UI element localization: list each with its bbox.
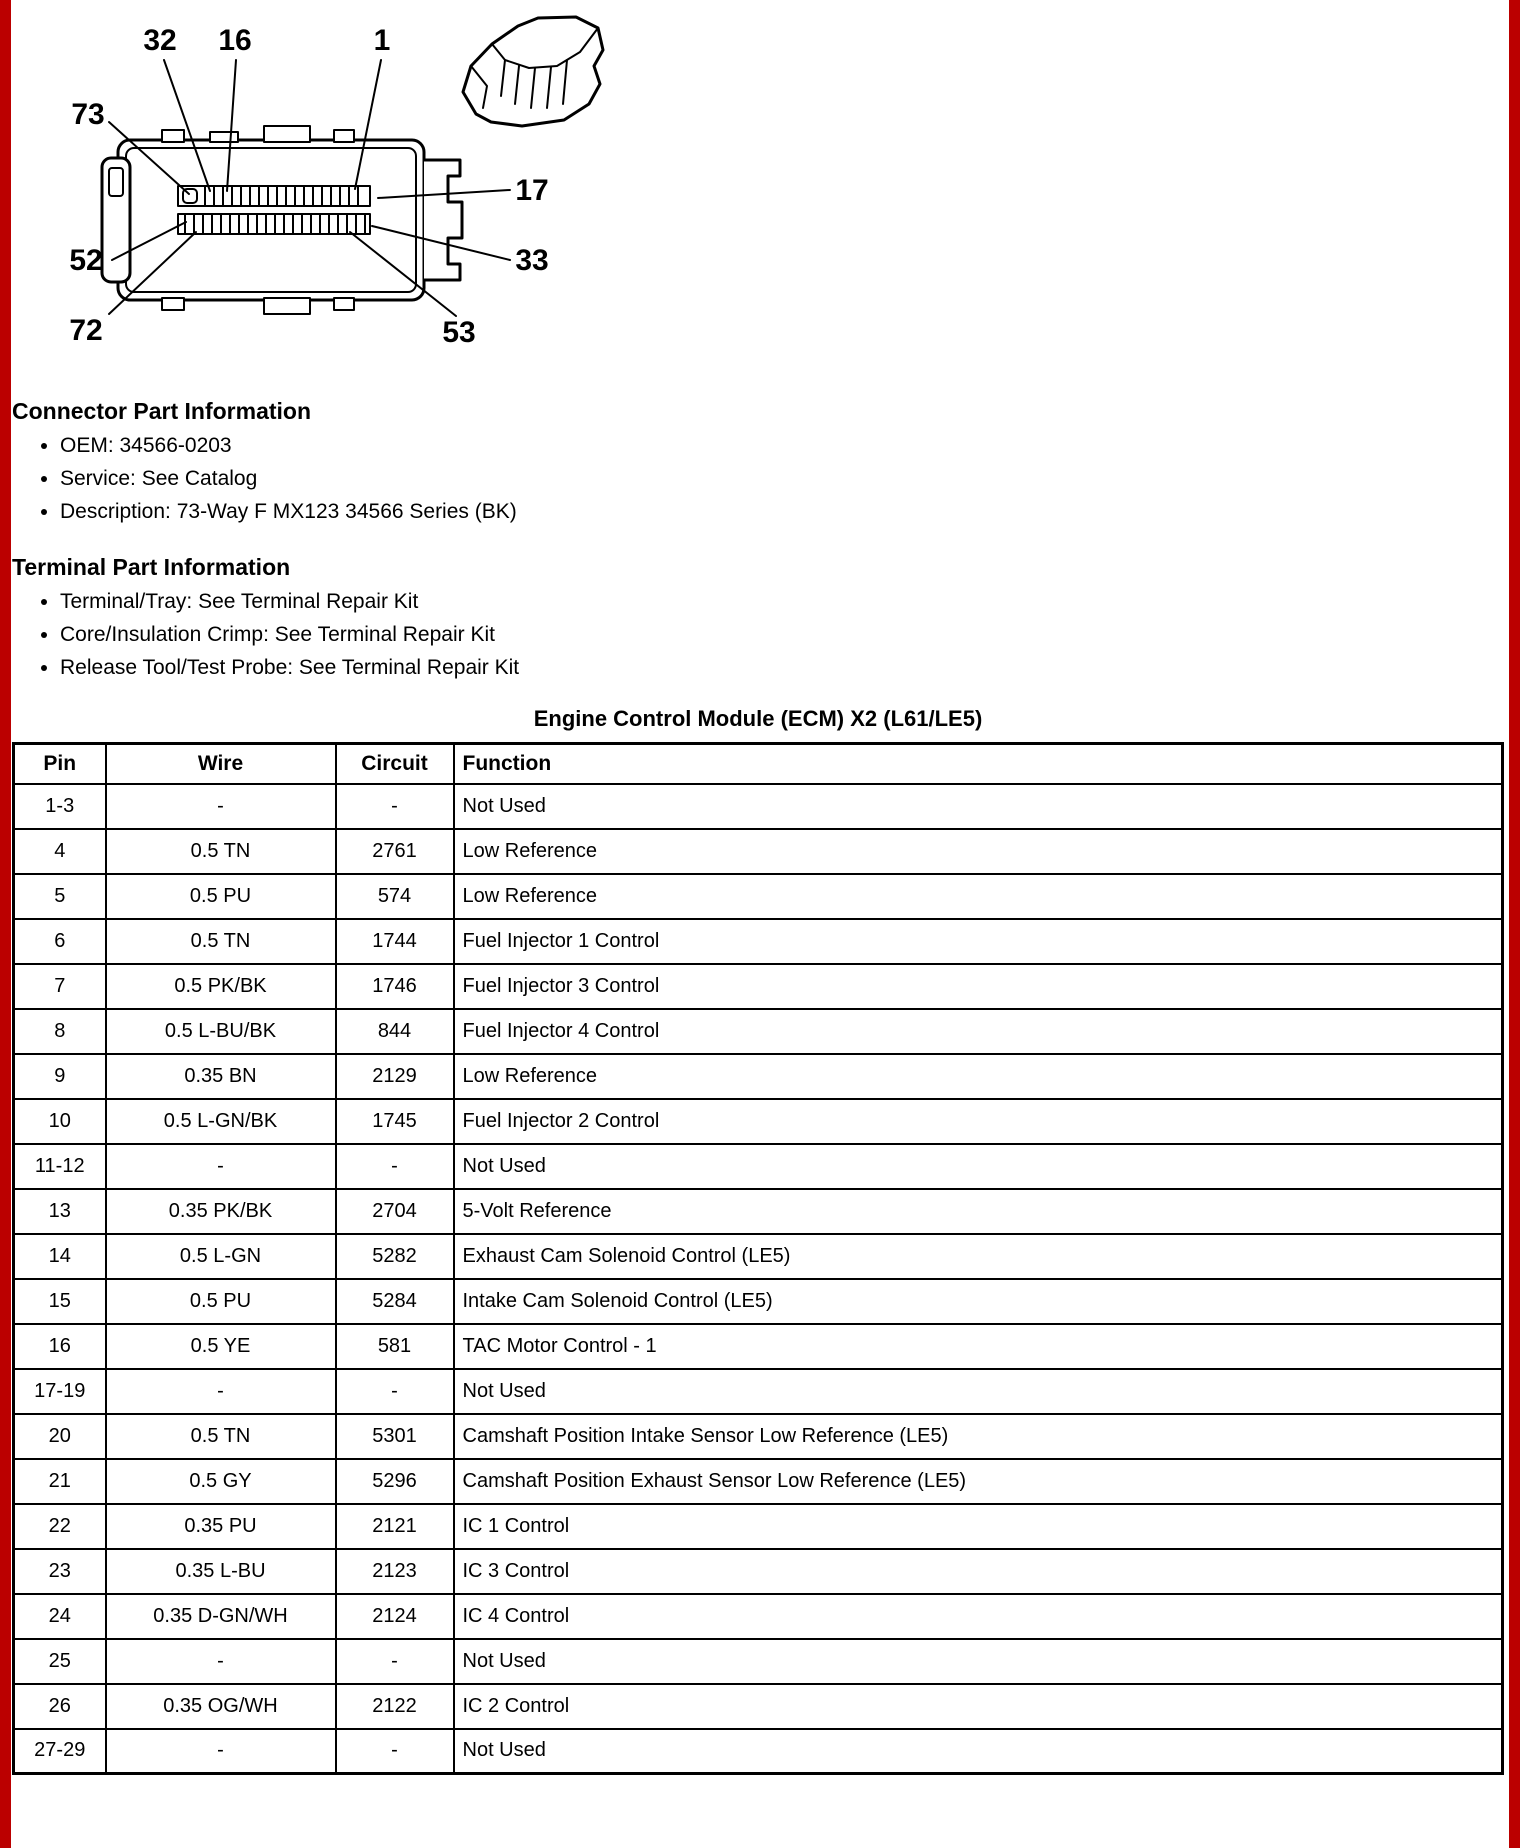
table-cell: TAC Motor Control - 1 — [454, 1324, 1503, 1369]
table-cell: 11-12 — [14, 1144, 106, 1189]
table-cell: Fuel Injector 1 Control — [454, 919, 1503, 964]
table-cell: Camshaft Position Intake Sensor Low Reference (LE5) — [454, 1414, 1503, 1459]
table-cell: 15 — [14, 1279, 106, 1324]
callout-53: 53 — [442, 316, 476, 349]
table-cell: 22 — [14, 1504, 106, 1549]
table-cell: IC 2 Control — [454, 1684, 1503, 1729]
table-row — [14, 1279, 1503, 1324]
table-cell: 5-Volt Reference — [454, 1189, 1503, 1234]
table-cell: 2704 — [336, 1189, 454, 1234]
bullet-item: • Service: See Catalog — [60, 466, 1504, 491]
table-cell: 5282 — [336, 1234, 454, 1279]
pinout-table — [12, 742, 1504, 1775]
table-cell: Fuel Injector 4 Control — [454, 1009, 1503, 1054]
table-cell: 14 — [14, 1234, 106, 1279]
column-header-circuit: Circuit — [336, 744, 454, 784]
table-cell: Not Used — [454, 1639, 1503, 1684]
terminal-part-info-section — [12, 554, 1504, 680]
table-cell: 0.35 PK/BK — [106, 1189, 336, 1234]
terminal-part-info-heading: Terminal Part Information — [12, 554, 291, 580]
table-row — [14, 1684, 1503, 1729]
callout-1: 1 — [373, 24, 391, 57]
table-row — [14, 919, 1503, 964]
table-cell: 574 — [336, 874, 454, 919]
table-cell: Low Reference — [454, 829, 1503, 874]
table-cell: 0.35 D-GN/WH — [106, 1594, 336, 1639]
table-cell: 5296 — [336, 1459, 454, 1504]
table-cell: 5284 — [336, 1279, 454, 1324]
table-cell: - — [336, 1144, 454, 1189]
connector-part-info-heading: Connector Part Information — [12, 398, 312, 424]
table-cell: 0.35 BN — [106, 1054, 336, 1099]
callout-32: 32 — [143, 24, 177, 57]
callout-52: 52 — [69, 244, 103, 277]
table-cell: 581 — [336, 1324, 454, 1369]
table-cell: Not Used — [454, 1729, 1503, 1774]
table-cell: Not Used — [454, 1144, 1503, 1189]
table-cell: - — [336, 1729, 454, 1774]
table-row — [14, 1549, 1503, 1594]
table-cell: - — [336, 784, 454, 829]
table-cell: 0.35 PU — [106, 1504, 336, 1549]
column-header-function: Function — [454, 744, 1503, 784]
bullet-item: • Release Tool/Test Probe: See Terminal Repair Kit — [60, 655, 1504, 680]
table-cell: 0.5 YE — [106, 1324, 336, 1369]
table-cell: 0.35 OG/WH — [106, 1684, 336, 1729]
table-cell: Low Reference — [454, 1054, 1503, 1099]
table-cell: Intake Cam Solenoid Control (LE5) — [454, 1279, 1503, 1324]
table-cell: - — [106, 1144, 336, 1189]
bullet-item: • Core/Insulation Crimp: See Terminal Repair Kit — [60, 622, 1504, 647]
table-cell: Fuel Injector 2 Control — [454, 1099, 1503, 1144]
table-cell: 5301 — [336, 1414, 454, 1459]
table-cell: 0.5 L-GN — [106, 1234, 336, 1279]
table-row — [14, 1099, 1503, 1144]
table-cell: 0.5 TN — [106, 829, 336, 874]
table-cell: - — [336, 1369, 454, 1414]
table-cell: 4 — [14, 829, 106, 874]
connector-diagram — [14, 8, 654, 368]
connector-body — [102, 126, 462, 314]
table-cell: Camshaft Position Exhaust Sensor Low Reference (LE5) — [454, 1459, 1503, 1504]
table-row — [14, 1324, 1503, 1369]
table-cell: - — [336, 1639, 454, 1684]
table-row — [14, 1639, 1503, 1684]
table-cell: 17-19 — [14, 1369, 106, 1414]
table-cell: 0.35 L-BU — [106, 1549, 336, 1594]
table-cell: Not Used — [454, 1369, 1503, 1414]
column-header-wire: Wire — [106, 744, 336, 784]
table-title: Engine Control Module (ECM) X2 (L61/LE5) — [533, 706, 983, 731]
table-cell: 7 — [14, 964, 106, 1009]
table-row — [14, 1594, 1503, 1639]
table-cell: - — [106, 1369, 336, 1414]
table-cell: 1-3 — [14, 784, 106, 829]
table-cell: IC 4 Control — [454, 1594, 1503, 1639]
callout-33: 33 — [515, 244, 549, 277]
table-cell: 1745 — [336, 1099, 454, 1144]
table-cell: 6 — [14, 919, 106, 964]
table-row — [14, 1459, 1503, 1504]
table-cell: 20 — [14, 1414, 106, 1459]
table-row — [14, 1009, 1503, 1054]
table-cell: 5 — [14, 874, 106, 919]
bullet-item: • Description: 73-Way F MX123 34566 Series (BK) — [60, 499, 1504, 524]
table-cell: Exhaust Cam Solenoid Control (LE5) — [454, 1234, 1503, 1279]
page-edge-bar-left — [0, 0, 11, 1848]
table-cell: - — [106, 1639, 336, 1684]
table-cell: 27-29 — [14, 1729, 106, 1774]
callout-16: 16 — [218, 24, 252, 57]
table-cell: 0.5 TN — [106, 1414, 336, 1459]
table-row — [14, 1504, 1503, 1549]
table-row — [14, 1054, 1503, 1099]
table-cell: 2124 — [336, 1594, 454, 1639]
table-cell: 13 — [14, 1189, 106, 1234]
table-cell: 25 — [14, 1639, 106, 1684]
table-row — [14, 1144, 1503, 1189]
table-cell: 26 — [14, 1684, 106, 1729]
callout-72: 72 — [69, 314, 103, 347]
terminal-part-info-list — [12, 589, 1504, 680]
table-cell: 2761 — [336, 829, 454, 874]
header-row — [14, 744, 1503, 784]
table-row — [14, 874, 1503, 919]
table-cell: IC 3 Control — [454, 1549, 1503, 1594]
table-cell: 0.5 PU — [106, 874, 336, 919]
bullet-item: • Terminal/Tray: See Terminal Repair Kit — [60, 589, 1504, 614]
table-cell: 0.5 PU — [106, 1279, 336, 1324]
table-row — [14, 1729, 1503, 1774]
table-cell: 0.5 TN — [106, 919, 336, 964]
table-row — [14, 1189, 1503, 1234]
bullet-item: • OEM: 34566-0203 — [60, 433, 1504, 458]
table-row — [14, 964, 1503, 1009]
table-cell: 16 — [14, 1324, 106, 1369]
table-cell: Low Reference — [454, 874, 1503, 919]
table-row — [14, 1414, 1503, 1459]
table-row — [14, 1369, 1503, 1414]
table-cell: 0.5 PK/BK — [106, 964, 336, 1009]
table-cell: 0.5 L-GN/BK — [106, 1099, 336, 1144]
terminal-lock-illustration — [463, 17, 603, 126]
table-cell: - — [106, 1729, 336, 1774]
pinout-table-body — [14, 784, 1503, 1774]
page-edge-bar-right — [1509, 0, 1520, 1848]
table-cell: 0.5 L-BU/BK — [106, 1009, 336, 1054]
table-cell: 9 — [14, 1054, 106, 1099]
callout-73: 73 — [71, 98, 105, 131]
table-cell: 2122 — [336, 1684, 454, 1729]
table-cell: 21 — [14, 1459, 106, 1504]
table-cell: Not Used — [454, 784, 1503, 829]
table-cell: 8 — [14, 1009, 106, 1054]
column-header-pin: Pin — [14, 744, 106, 784]
pinout-table-head — [14, 744, 1503, 784]
table-cell: 1744 — [336, 919, 454, 964]
table-cell: 2121 — [336, 1504, 454, 1549]
connector-part-info-section — [12, 398, 1504, 524]
table-cell: Fuel Injector 3 Control — [454, 964, 1503, 1009]
table-cell: 1746 — [336, 964, 454, 1009]
table-cell: - — [106, 784, 336, 829]
callout-17: 17 — [515, 174, 549, 207]
table-cell: 0.5 GY — [106, 1459, 336, 1504]
connector-part-info-list — [12, 433, 1504, 524]
table-cell: IC 1 Control — [454, 1504, 1503, 1549]
table-cell: 24 — [14, 1594, 106, 1639]
table-row — [14, 1234, 1503, 1279]
table-row — [14, 784, 1503, 829]
table-row — [14, 829, 1503, 874]
table-cell: 2129 — [336, 1054, 454, 1099]
table-cell: 844 — [336, 1009, 454, 1054]
table-cell: 23 — [14, 1549, 106, 1594]
table-cell: 2123 — [336, 1549, 454, 1594]
table-cell: 10 — [14, 1099, 106, 1144]
